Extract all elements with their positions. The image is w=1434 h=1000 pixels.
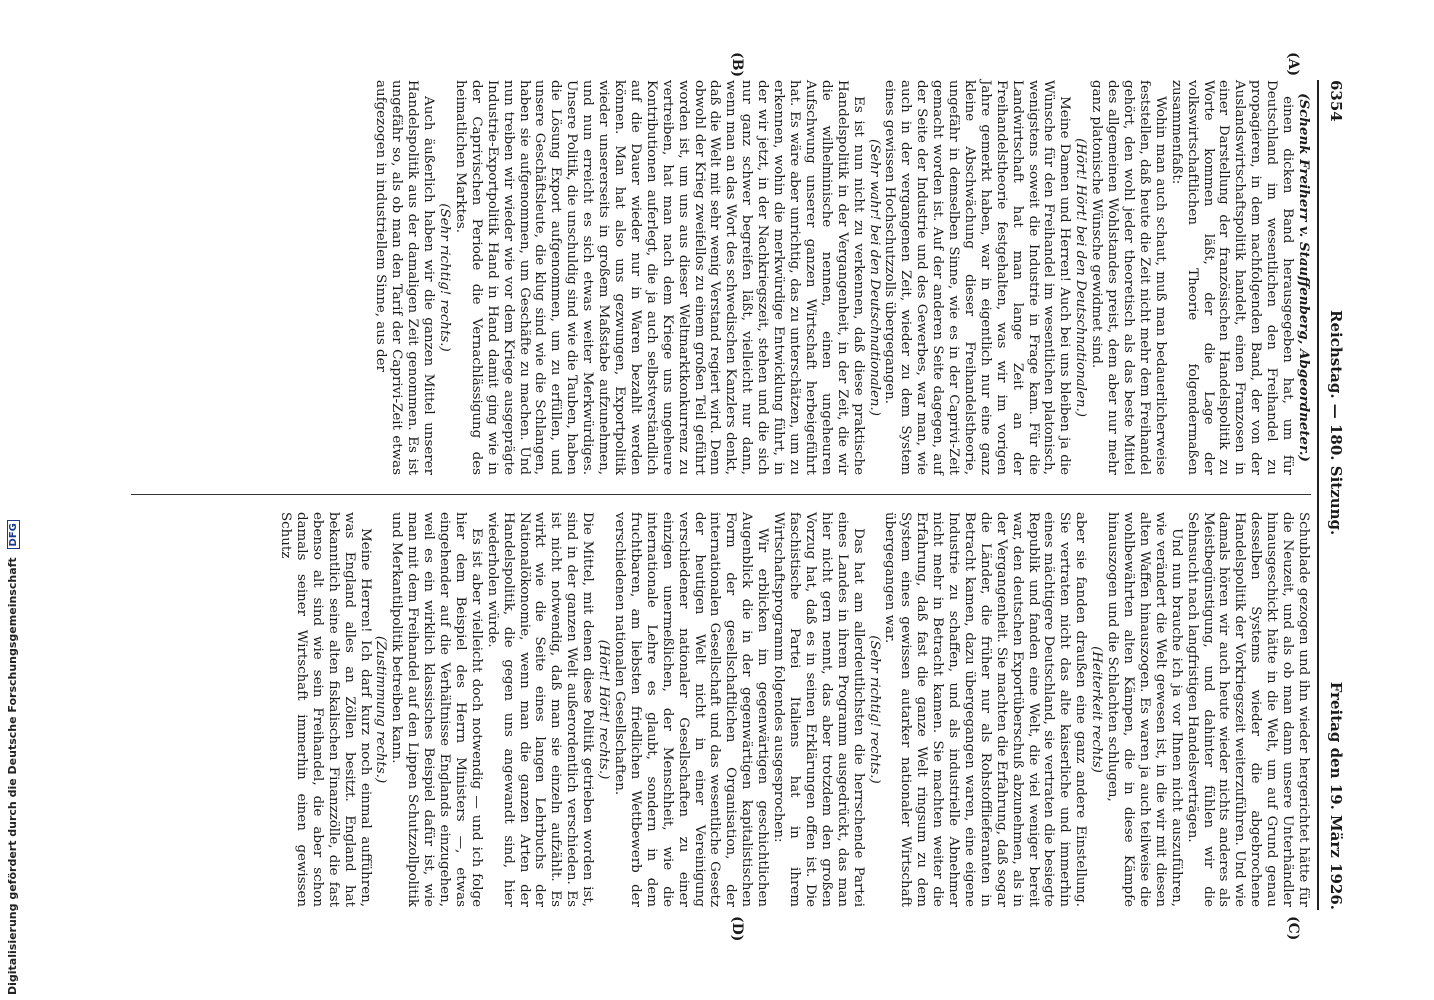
- header-rule: [1317, 80, 1319, 910]
- paragraph: Die Mittel, mit denen diese Politik getrieben worden ist, sind in der ganzen Welt außerordentlich verschieden. Es ist nicht notwendig, daß man sie einzeln aufzählt. Es wirkt wie die Seite eines langen Lehrbuchs der Nationalökonomie, wenn man die ganzen Arten der Handelspolitik, die gegen uns angewandt sind, hier wiederholen würde.: [484, 512, 596, 907]
- remark: (Zustimmung rechts.): [373, 635, 389, 784]
- paragraph: Es ist aber vielleicht doch notwendig — und ich folge hier dem Beispiel des Herrn Ministers —, etwas eingehender auf die Verhältnisse Englands einzugehen, weil es ein wirklich klassisches Beispiel dafür ist, wie man mit dem Freihandel auf den Lippen Schutzzollpolitik und Merkantilpolitik betreiben kann.: [389, 512, 484, 907]
- remark: (Hört! Hört! bei den Deutschnationalen.): [1073, 138, 1089, 417]
- page-number: 6354: [1327, 80, 1345, 122]
- remark: (Sehr wahr! bei den Deutschnationalen.): [866, 138, 882, 417]
- remark: (Heiterkeit rechts): [1089, 646, 1105, 773]
- remark: (Sehr richtig! rechts.): [437, 203, 453, 352]
- margin-mark-a: (A): [1285, 52, 1301, 77]
- page-header: [1317, 80, 1345, 910]
- paragraph: Und nun brauche ich ja vor Ihnen nicht auszuführen, wie verändert die Welt gewesen ist, in die wir mit diesen alten Waffen hinauszogen. Es waren ja auch teilweise die wohlbewährten alten Kämpen, die in diese Kämpfe hinauszogen und die Schlachten schlugen,: [1105, 512, 1184, 907]
- remark: (Sehr richtig! rechts.): [866, 635, 882, 784]
- paragraph: Meine Herren! Ich darf kurz noch einmal aufführen, was England alles an Zöllen besitzt. England hat bekanntlich seine alten fiskalischen Finanzzölle, die fast ebenso alt sind wie sein Freihandel, die aber schon damals seiner Wirtschaft immerhin einen gewissen Schutz: [278, 512, 373, 907]
- right-column: [277, 512, 1311, 907]
- remark: (Hört! Hört! rechts.): [596, 639, 612, 780]
- column-divider: [131, 494, 1311, 495]
- margin-mark-b: (B): [729, 52, 745, 78]
- paragraph: einen dicken Band herausgegeben hat, um für Deutschland im wesentlichen den Freihandel zu propagieren, in dem nachfolgenden Band, der von der Auslandswirtschaftspolitik handelt, einen Franzosen in einer Darstellung der französischen Handelspolitik zu Worte kommen läßt, der die Lage der volkswirtschaftlichen Theorie folgendermaßen zusammenfaßt:: [1168, 80, 1296, 475]
- paragraph: Das hat am allerdeutlichsten die herrschende Partei eines Landes in ihrem Programm ausgedrückt, das man hier nicht gern nennt, das aber trotzdem den großen Vorzug hat, daß es in seinen Erklärungen offen ist. Die faschistische Partei Italiens hat in ihrem Wirtschaftsprogramm folgendes ausgesprochen:: [771, 512, 866, 907]
- document-page: [115, 52, 1345, 942]
- margin-mark-d: (D): [729, 916, 745, 942]
- paragraph: Auch äußerlich haben wir die ganzen Mittel unserer Handelspolitik aus der damaligen Zeit genommen. Es ist ungefähr so, als ob man den Tarif der Caprivi-Zeit etwas aufgezogen in industriellem Sinne, aus der: [373, 80, 437, 475]
- paragraph: Schublade gezogen und ihn wieder hergerichtet hätte für die Neuzeit, und als ob man dann unsere Unterhändler hinausgeschickt hätte in die Welt, um auf Grund genau desselben Systems wieder die abgebrochene Handelspolitik der Vorkriegszeit weiterzuführen. Und wie damals hören wir auch heute wieder nichts anderes als Meistbegünstigung, und dahinter fühlen wir die Sehnsucht nach langfristigen Handelsverträgen.: [1184, 512, 1311, 907]
- credit-text: Digitalisierung gefördert durch die Deutsche Forschungsgemeinschaft: [6, 557, 19, 995]
- paragraph: Es ist nun nicht zu verkennen, daß diese praktische Handelspolitik in der Vergangenheit, in der Zeit, die wir die wilhelminische nennen, einen ungeheuren Aufschwung unserer ganzen Wirtschaft herbeigeführt hat. Es wäre aber unrichtig, das zu unterschätzen, um zu erkennen, wohin die merkwürdige Entwicklung führt, in der wir jetzt, in der Nachkriegszeit, stehen und die sich nur ganz schwer begreifen läßt, vielleicht nur dann, wenn man an das Wort des schwedischen Kanzlers denkt, daß die Welt mit sehr wenig Verstand regiert wird. Denn obwohl der Krieg zweifellos zu einem großen Teil geführt worden ist, um uns aus dieser Weltmarktkonkurrenz zu vertreiben, hat man nach dem Kriege uns ungeheure Kontributionen auferlegt, die ja auch selbstverständlich auf die Dauer wieder nur in Waren bezahlt werden können. Man hat also uns gezwungen, Exportpolitik wieder unsererseits in großem Maßstabe aufzunehmen, und nun erreicht es sich etwas weiter Merkwürdiges. Unsere Politik, die unschuldig sind wie die Tauben, haben die Lösung Export aufgenommen, um zu erfüllen, und unsere Geschäftsleute, die klug sind wie die Schlangen, haben sie aufgenommen, um Geschäfte zu machen. Und nun treiben wir wieder wie vor dem Kriege ausgeprägte Industrie-Exportpolitik Hand in Hand damit ging wie in der Caprivischen Periode die Vernachlässigung des heimatlichen Marktes.: [452, 80, 866, 475]
- paragraph: Wir erblicken im gegenwärtigen geschichtlichen Augenblick die in der gegenwärtigen kapitalistischen Form der gesellschaftlichen Organisation, der internationalen Gesellschaft und das wesentliche Gesetz der heutigen Welt nicht in einer Vereinigung verschiedener nationaler Gesellschaften zu einer einzigen unermeßlichen, der Menschheit, wie die internationale Lehre es glaubt, sondern in dem fruchtbaren, am liebsten friedlichen Wettbewerb der verschiedenen nationalen Gesellschaften.: [612, 512, 771, 907]
- paragraph: Wohin man auch schaut, muß man bedauerlicherweise feststellen, daß heute die Zeit nicht mehr dem Freihandel gehört, den wohl jeder theoretisch als das beste Mittel des allgemeinen Wohlstandes preist, dem aber nur mehr ganz platonische Wünsche gewidmet sind.: [1089, 80, 1168, 475]
- margin-mark-c: (C): [1285, 916, 1301, 941]
- dfg-logo: DFG: [7, 520, 20, 549]
- header-title: Reichstag. — 180. Sitzung.: [1327, 310, 1345, 536]
- paragraph: aber sie fanden draußen eine ganz andere Einstellung. Sie vertraten nicht das alte kaiserliche und immerhin eines mächtigere Deutschland, sie vertraten die besiegte Republik und fanden eine Welt, die viel weniger bereit war, den deutschen Exportüberschuß abzunehmen, als in der Vergangenheit. Sie machten die Erfahrung, daß sogar die Länder, die früher nur als Rohstofflieferanten in Betracht kamen, dazu übergegangen waren, eine eigene Industrie zu schaffen, und als industrielle Abnehmer nicht mehr in Betracht kamen. Sie machten weiter die Erfahrung, daß fast die ganze Welt ringsum zu dem System eines gewissen autarker nationaler Wirtschaft übergegangen war.: [882, 512, 1089, 907]
- sidebar-credit: [6, 520, 20, 995]
- speaker-line: (Schenk Freiherr v. Stauffenberg, Abgeordneter.): [1296, 93, 1312, 462]
- left-column: [373, 80, 1311, 475]
- paragraph: Meine Damen und Herren! Auch bei uns bleiben ja die Wünsche für den Freihandel im wesentlichen platonisch, wenigstens soweit die Industrie in Frage kam. Für die Landwirtschaft hat man lange Zeit an der Freihandelstheorie festgehalten, was wir im vorigen Jahre gemerkt haben, war in eigentlich nur eine ganz kleine Abschwächung dieser Freihandelstheorie, ungefähr in demselben Sinne, wie es in der Caprivi-Zeit gemacht worden ist. Auf der anderen Seite dagegen, auf der Seite der Industrie und des Gewerbes, war man, wie auch in der vergangenen Zeit, wieder zu dem System eines gewissen Hochschutzzolls übergegangen.: [882, 80, 1073, 475]
- header-date: Freitag den 19. März 1926.: [1327, 681, 1345, 910]
